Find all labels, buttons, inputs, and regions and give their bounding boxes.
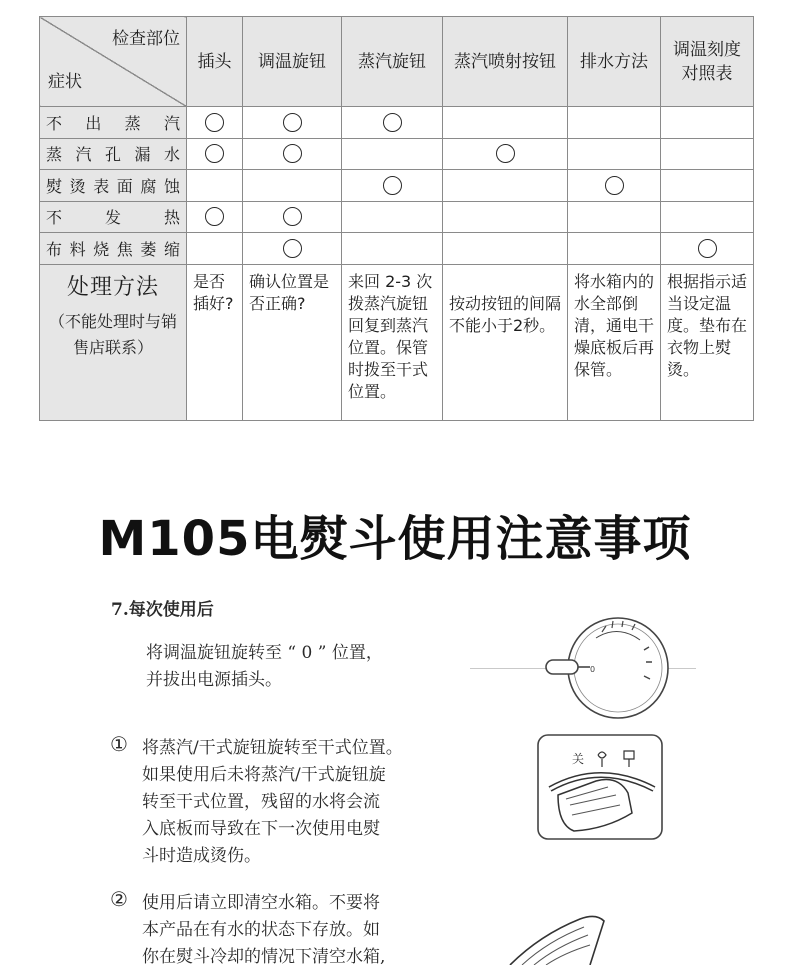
table-header-row (40, 17, 754, 107)
step-line: 斗时造成烫伤。 (142, 846, 261, 866)
circle-mark-icon (283, 239, 302, 258)
check-cell (187, 233, 243, 265)
check-cell (243, 201, 342, 233)
solution-cell: 来回 2-3 次拨蒸汽旋钮回复到蒸汽位置。保管时拨至干式位置。 (342, 264, 443, 420)
circle-mark-icon (283, 113, 302, 132)
page-title: M105电熨斗使用注意事项 (98, 511, 692, 567)
symptom-row (40, 201, 754, 233)
symptom-rows (40, 107, 754, 265)
solution-header-cell (40, 264, 187, 420)
step-text (142, 735, 403, 870)
symptom-label: 布料烧焦萎缩 (40, 233, 187, 265)
check-cell (443, 233, 568, 265)
step-line: 如果使用后未将蒸汽/干式旋钮旋 (142, 765, 386, 785)
corner-label-symptom: 症状 (48, 72, 82, 92)
check-cell (443, 107, 568, 139)
check-cell (568, 170, 661, 202)
step-line: 将蒸汽/干式旋钮旋转至干式位置。 (142, 738, 403, 758)
circle-mark-icon (283, 207, 302, 226)
section-title: 7.每次使用后 (111, 600, 214, 620)
solution-cell: 将水箱内的水全部倒清，通电干燥底板后再保管。 (568, 264, 661, 420)
intro-line: 将调温旋钮旋转至 “ 0 ” 位置， (146, 643, 383, 663)
circle-mark-icon (698, 239, 717, 258)
symptom-label: 蒸汽孔漏水 (40, 138, 187, 170)
circle-mark-icon (205, 144, 224, 163)
step-number: ① (110, 732, 128, 756)
solution-cell: 是否插好? (187, 264, 243, 420)
check-cell (661, 233, 754, 265)
dial-zero-label: 0 (590, 665, 596, 674)
check-cell (661, 138, 754, 170)
check-cell (568, 233, 661, 265)
step-line: 转至干式位置，残留的水将会流 (142, 792, 380, 812)
check-cell (187, 170, 243, 202)
circle-mark-icon (283, 144, 302, 163)
solution-title: 处理方法 (66, 274, 159, 300)
column-header: 插头 (187, 17, 243, 107)
check-cell (568, 107, 661, 139)
column-header: 调温刻度对照表 (661, 17, 754, 107)
check-cell (243, 233, 342, 265)
symptom-label: 熨烫表面腐蚀 (40, 170, 187, 202)
step-line: 你在熨斗冷却的情况下清空水箱, (142, 947, 386, 965)
solution-cell: 确认位置是否正确? (243, 264, 342, 420)
steam-knob-icon (536, 733, 666, 843)
solution-cell: 按动按钮的间隔不能小于2秒。 (443, 264, 568, 420)
check-cell (443, 170, 568, 202)
check-cell (661, 107, 754, 139)
step-number: ② (110, 887, 128, 911)
circle-mark-icon (496, 144, 515, 163)
troubleshooting-table (39, 16, 754, 421)
knob-off-label: 关 (572, 752, 585, 766)
check-cell (187, 107, 243, 139)
step-line: 本产品在有水的状态下存放。如 (142, 920, 380, 940)
check-cell (187, 201, 243, 233)
check-cell (342, 201, 443, 233)
check-cell (342, 107, 443, 139)
circle-mark-icon (605, 176, 624, 195)
temperature-dial-icon (540, 610, 670, 730)
circle-mark-icon (383, 176, 402, 195)
circle-mark-icon (205, 113, 224, 132)
iron-illustration-icon (500, 905, 620, 965)
column-header: 蒸汽旋钮 (342, 17, 443, 107)
solution-row (40, 264, 754, 420)
column-header: 调温旋钮 (243, 17, 342, 107)
step-line: 入底板而导致在下一次使用电熨 (142, 819, 380, 839)
column-header: 蒸汽喷射按钮 (443, 17, 568, 107)
solution-cell: 根据指示适当设定温度。垫布在衣物上熨烫。 (661, 264, 754, 420)
corner-label-check-part: 检查部位 (112, 29, 180, 49)
check-cell (243, 107, 342, 139)
check-cell (342, 170, 443, 202)
symptom-row (40, 233, 754, 265)
circle-mark-icon (383, 113, 402, 132)
circle-mark-icon (205, 207, 224, 226)
symptom-row (40, 107, 754, 139)
step-line: 使用后请立即清空水箱。不要将 (142, 893, 380, 913)
check-cell (568, 138, 661, 170)
check-cell (661, 170, 754, 202)
check-cell (568, 201, 661, 233)
check-cell (342, 233, 443, 265)
corner-header-cell (40, 17, 187, 107)
check-cell (443, 138, 568, 170)
check-cell (443, 201, 568, 233)
symptom-label: 不发热 (40, 201, 187, 233)
check-cell (661, 201, 754, 233)
check-cell (243, 138, 342, 170)
symptom-row (40, 170, 754, 202)
symptom-row (40, 138, 754, 170)
column-header: 排水方法 (568, 17, 661, 107)
check-cell (243, 170, 342, 202)
solution-note: （不能处理时与销售店联系） (48, 311, 177, 357)
symptom-label: 不出蒸汽 (40, 107, 187, 139)
check-cell (187, 138, 243, 170)
intro-paragraph (146, 640, 383, 694)
intro-line: 并拔出电源插头。 (146, 670, 282, 690)
check-cell (342, 138, 443, 170)
step-text (142, 890, 385, 965)
